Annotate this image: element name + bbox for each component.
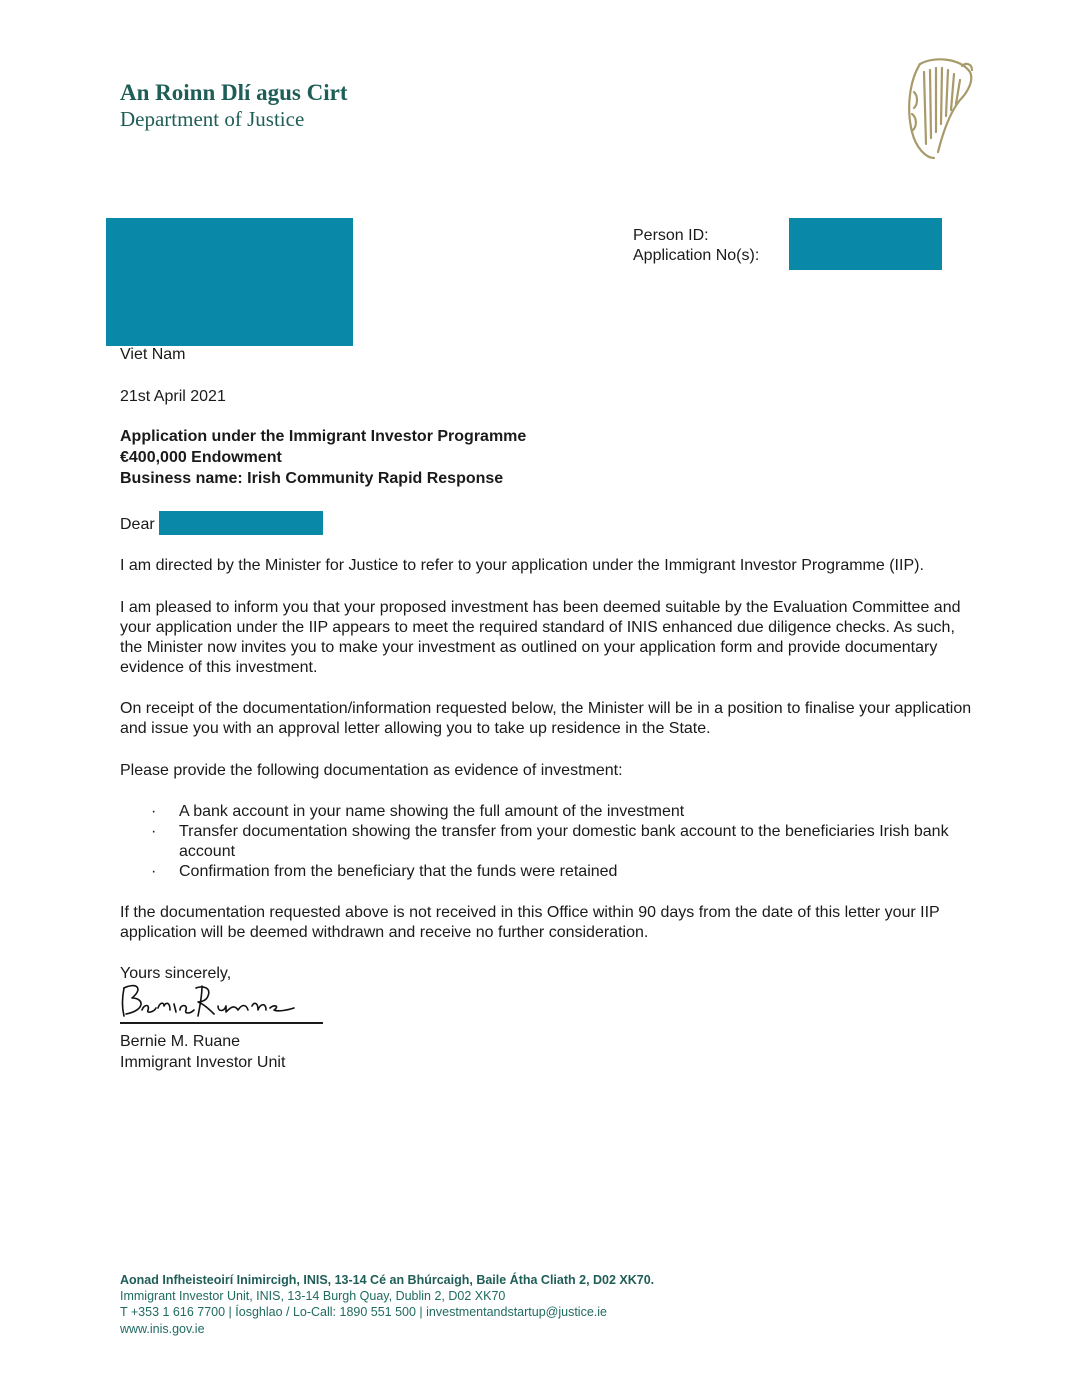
signer-unit: Immigrant Investor Unit [120, 1054, 286, 1071]
list-item-text: Confirmation from the beneficiary that the funds were retained [179, 863, 618, 880]
list-item-text: Transfer documentation showing the transfer from your domestic bank account to the beneficiaries Irish bank account [179, 823, 949, 860]
recipient-country: Viet Nam [120, 346, 186, 363]
application-no-label: Application No(s): [633, 247, 760, 264]
letter-date: 21st April 2021 [120, 388, 226, 405]
closing: Yours sincerely, [120, 965, 232, 982]
body-paragraph-2: I am pleased to inform you that your proposed investment has been deemed suitable by the Evaluation Committee and your application under the IIP appears to meet the required standard of INIS enhanced due diligence checks. As such, the Minister now invites you to make your investment as outlined on your application form and provide documentary evidence of this investment. [120, 599, 961, 676]
body-paragraph-1: I am directed by the Minister for Justice to refer to your application under the Immigrant Investor Programme (IIP). [120, 557, 924, 574]
list-item-text: A bank account in your name showing the full amount of the investment [179, 803, 685, 820]
subject-line-programme: Application under the Immigrant Investor Programme [120, 428, 527, 445]
handwritten-signature [118, 980, 298, 1020]
body-paragraph-5: If the documentation requested above is not received in this Office within 90 days from the date of this letter your IIP application will be deemed withdrawn and receive no further consideration. [120, 904, 940, 941]
subject-line-business: Business name: Irish Community Rapid Response [120, 470, 504, 487]
redacted-address-block [106, 218, 353, 346]
list-item [120, 802, 980, 822]
footer-contact: T +353 1 616 7700 | Íosghlao / Lo-Call: 1890 551 500 | investmentandstartup@justice.ie [120, 1305, 607, 1319]
footer-address-irish: Aonad Infheisteoirí Inimircigh, INIS, 13-14 Cé an Bhúrcaigh, Baile Átha Cliath 2, D02 XK70. [120, 1273, 655, 1287]
bullet-marker: · [151, 803, 157, 820]
evidence-list [120, 802, 980, 882]
body-paragraph-3: On receipt of the documentation/information requested below, the Minister will be in a position to finalise your application and issue you with an approval letter allowing you to take up residence in the State. [120, 700, 972, 737]
subject-line-endowment: €400,000 Endowment [120, 449, 282, 466]
signature-line [120, 1022, 323, 1024]
signer-name: Bernie M. Ruane [120, 1033, 241, 1050]
list-item [120, 862, 980, 882]
harp-icon [900, 52, 980, 162]
list-item [120, 822, 980, 862]
department-name-english: Department of Justice [120, 107, 305, 131]
redacted-recipient-name [159, 511, 323, 535]
salutation: Dear [120, 516, 155, 533]
bullet-marker: · [151, 863, 157, 880]
reference-labels [633, 226, 759, 266]
department-name-irish: An Roinn Dlí agus Cirt [120, 80, 348, 105]
redacted-reference-ids [789, 218, 942, 270]
person-id-label: Person ID: [633, 227, 709, 244]
footer-website: www.inis.gov.ie [120, 1322, 205, 1336]
footer-address-english: Immigrant Investor Unit, INIS, 13-14 Burgh Quay, Dublin 2, D02 XK70 [120, 1289, 506, 1303]
body-paragraph-4: Please provide the following documentation as evidence of investment: [120, 762, 623, 779]
bullet-marker: · [151, 823, 157, 840]
